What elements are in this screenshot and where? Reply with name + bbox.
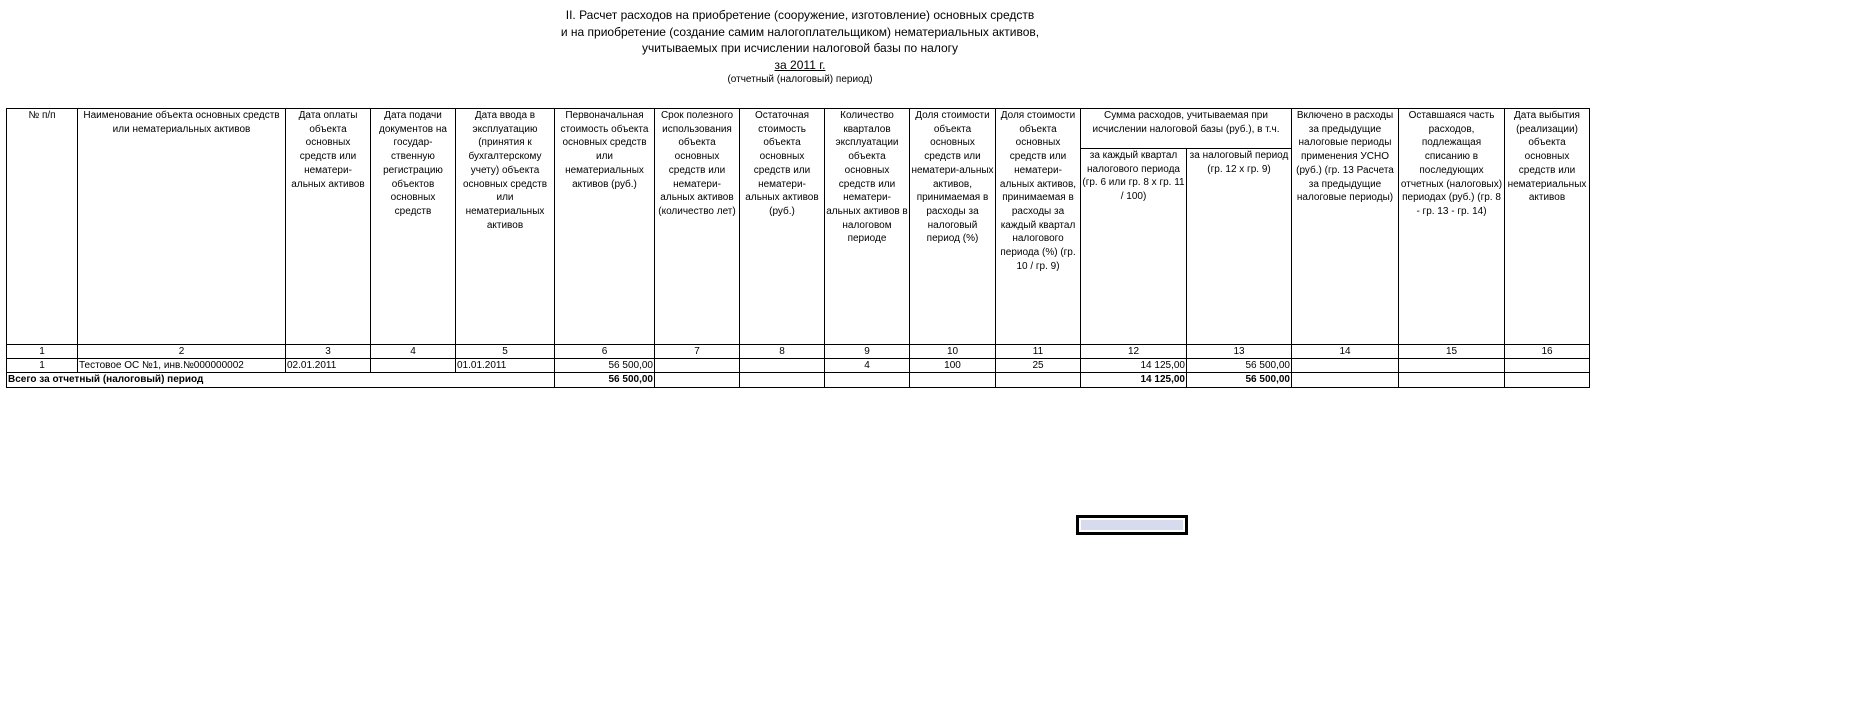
total-cell-empty — [910, 373, 996, 388]
table-row — [7, 359, 1590, 373]
column-number: 16 — [1505, 345, 1590, 359]
title-line-1: II. Расчет расходов на приобретение (сооружение, изготовление) основных средств — [565, 8, 1035, 22]
header-cell: Срок полезного использования объекта основных средств или нематери-альных активов (количество лет) — [655, 109, 740, 345]
cell-index: 1 — [7, 359, 78, 373]
total-initial-cost: 56 500,00 — [555, 373, 655, 388]
header-cell: Дата ввода в эксплуатацию (принятия к бухгалтерскому учету) объекта основных средств или нематериальных активов — [456, 109, 555, 345]
cell-share-quarter: 25 — [996, 359, 1081, 373]
cell-registration-date — [371, 359, 456, 373]
column-number: 1 — [7, 345, 78, 359]
column-number: 6 — [555, 345, 655, 359]
header-cell: Оставшаяся часть расходов, подлежащая списанию в последующих отчетных (налоговых) периодах (руб.) (гр. 8 - гр. 13 - гр. 14) — [1399, 109, 1505, 345]
subheader-cell: за каждый квартал налогового периода (гр. 6 или гр. 8 х гр. 11 / 100) — [1081, 149, 1187, 345]
total-cell-empty — [1399, 373, 1505, 388]
header-cell: Доля стоимости объекта основных средств или нематери-альных активов, принимаемая в расходы за каждый квартал налогового периода (%) (гр. 10 / гр. 9) — [996, 109, 1081, 345]
cell-payment-date: 02.01.2011 — [286, 359, 371, 373]
cell-expense-period: 56 500,00 — [1187, 359, 1292, 373]
column-number: 14 — [1292, 345, 1399, 359]
column-number: 2 — [78, 345, 286, 359]
cell-remaining — [1399, 359, 1505, 373]
column-number: 9 — [825, 345, 910, 359]
column-number: 5 — [456, 345, 555, 359]
header-cell: Дата подачи документов на государ-ственную регистрацию объектов основных средств — [371, 109, 456, 345]
header-cell: Первоначальная стоимость объекта основных средств или нематериальных активов (руб.) — [555, 109, 655, 345]
cell-quarters: 4 — [825, 359, 910, 373]
total-cell-empty — [996, 373, 1081, 388]
title-line-3: учитываемых при исчислении налоговой базы по налогу — [641, 41, 959, 55]
cell-residual-cost — [740, 359, 825, 373]
cell-useful-life — [655, 359, 740, 373]
title-line-2: и на приобретение (создание самим налогоплательщиком) нематериальных активов, — [560, 24, 1040, 39]
total-cell-empty — [825, 373, 910, 388]
column-number: 8 — [740, 345, 825, 359]
cell-prior-periods — [1292, 359, 1399, 373]
report-title — [400, 7, 1200, 87]
total-cell-empty — [655, 373, 740, 388]
header-cell: Доля стоимости объекта основных средств или нематери-альных активов, принимаемая в расходы за налоговый период (%) — [910, 109, 996, 345]
header-cell: Дата выбытия (реализации) объекта основных средств или нематериальных активов — [1505, 109, 1590, 345]
total-cell-empty — [740, 373, 825, 388]
cell-share-period: 100 — [910, 359, 996, 373]
column-number: 12 — [1081, 345, 1187, 359]
column-number: 4 — [371, 345, 456, 359]
column-number: 3 — [286, 345, 371, 359]
cell-initial-cost: 56 500,00 — [555, 359, 655, 373]
total-cell-empty — [1505, 373, 1590, 388]
selected-cell-frame[interactable] — [1076, 515, 1188, 535]
header-cell: Включено в расходы за предыдущие налоговые периоды применения УСНО (руб.) (гр. 13 Расчета за предыдущие налоговые периоды) — [1292, 109, 1399, 345]
header-cell-group: Сумма расходов, учитываемая при исчислении налоговой базы (руб.), в т.ч. — [1081, 109, 1292, 149]
selected-cell-fill — [1081, 520, 1183, 530]
total-expense-quarter: 14 125,00 — [1081, 373, 1187, 388]
report-period: за 2011 г. — [774, 57, 826, 72]
total-row — [7, 373, 1590, 388]
expenses-table — [6, 108, 1590, 388]
header-cell: Наименование объекта основных средств или нематериальных активов — [78, 109, 286, 345]
header-cell: Количество кварталов эксплуатации объекта основных средств или нематери-альных активов в налоговом периоде — [825, 109, 910, 345]
total-label: Всего за отчетный (налоговый) период — [7, 373, 555, 388]
header-cell: Остаточная стоимость объекта основных средств или нематери-альных активов (руб.) — [740, 109, 825, 345]
column-number: 7 — [655, 345, 740, 359]
total-expense-period: 56 500,00 — [1187, 373, 1292, 388]
total-cell-empty — [1292, 373, 1399, 388]
cell-disposal-date — [1505, 359, 1590, 373]
column-number: 11 — [996, 345, 1081, 359]
period-caption: (отчетный (налоговый) период) — [727, 74, 873, 85]
column-number: 13 — [1187, 345, 1292, 359]
column-number: 10 — [910, 345, 996, 359]
column-number: 15 — [1399, 345, 1505, 359]
cell-commission-date: 01.01.2011 — [456, 359, 555, 373]
cell-expense-quarter: 14 125,00 — [1081, 359, 1187, 373]
header-cell: № п/п — [7, 109, 78, 345]
cell-asset-name: Тестовое ОС №1, инв.№000000002 — [78, 359, 286, 373]
column-numbers-row — [7, 345, 1590, 359]
subheader-cell: за налоговый период (гр. 12 х гр. 9) — [1187, 149, 1292, 345]
header-cell: Дата оплаты объекта основных средств или нематери-альных активов — [286, 109, 371, 345]
